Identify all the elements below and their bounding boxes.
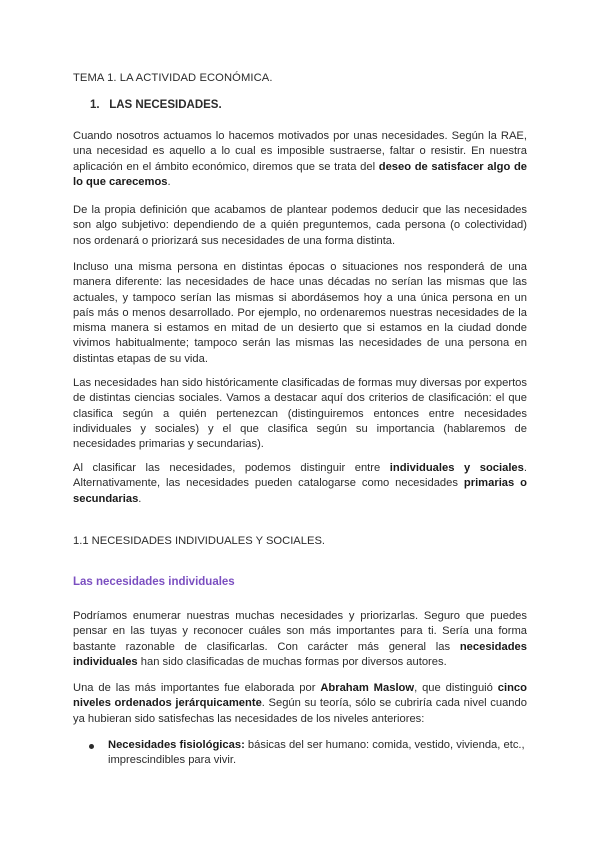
paragraph-example: Incluso una misma persona en distintas épocas o situaciones nos responderá de una manera diferente: las necesidades de hace unas décadas no serían las mismas que las actuales, y tampoco serían las mismas si abordásemos hoy a una única persona en un país más o menos desarrollado. Por ejemplo, no ordenaremos nuestras necesidades de la misma manera si estamos en mitad de un desierto que si estamos en la ciudad donde vivimos habitualmente; tampoco serán las mismas las necesidades de una persona en distintas etapas de su vida. [73,261,527,365]
paragraph-maslow [73,681,527,727]
text-run: . Alternativamente, las necesidades pueden catalogarse como necesidades [73,462,527,490]
bold-text: necesidades individuales [73,640,527,668]
text-run: Podríamos enumerar nuestras muchas necesidades y priorizarlas. Seguro que puedes pensar en las tuyas y reconocer cuáles son más importantes para ti. Sería una forma bastante razonable de clasificarlas. Con carácter más general las [73,610,527,653]
section-title: LAS NECESIDADES. [109,99,222,111]
paragraph-definition [73,129,527,190]
text-run: . Según su teoría, sólo se cubriría cada nivel cuando ya hubieran sido satisfechas las necesidades de los niveles anteriores: [73,697,527,725]
bold-text: deseo de satisfacer algo de lo que carecemos [73,160,527,188]
text-run: han sido clasificadas de muchas formas por diversos autores. [137,655,447,668]
bold-text: primarias o secundarias [73,477,527,505]
text-run: básicas del ser humano: comida, vestido, vivienda, etc., imprescindibles para vivir. [108,739,525,767]
page-title: TEMA 1. LA ACTIVIDAD ECONÓMICA. [73,72,273,84]
bullet-icon [89,744,94,749]
bold-text: Necesidades fisiológicas: [108,739,245,751]
paragraph-subjective: De la propia definición que acabamos de plantear podemos deducir que las necesidades son algo subjetivo: dependiendo de a quién preguntemos, cada persona (o colectividad) nos ordenará o priorizará sus necesidades de una forma distinta. [73,204,527,247]
text-run: Cuando nosotros actuamos lo hacemos motivados por unas necesidades. Según la RAE, una necesidad es aquello a lo cual es imposible sustraerse, faltar o resistir. En nuestra aplicación en el ámbito económico, diremos que se trata del [73,130,527,173]
bold-text: individuales y sociales [389,462,524,474]
list-item-text [108,738,529,769]
text-run: Una de las más importantes fue elaborada por [73,682,321,694]
text-run: . [167,175,171,188]
paragraph-classification: Las necesidades han sido históricamente clasificadas de formas muy diversas por expertos de distintas ciencias sociales. Vamos a destacar aquí dos criterios de clasificación: el que clasifica según a quién pertenezcan (distinguiremos entonces entre necesidades individuales y sociales) y el que clasifica según su importancia (hablaremos de necesidades primarias y secundarias). [73,377,527,451]
list-item [89,738,529,769]
section-heading-1 [90,99,544,111]
section-number: 1. [90,99,100,111]
text-run: Al clasificar las necesidades, podemos distinguir entre [73,462,390,474]
bold-text: cinco niveles ordenados jerárquicamente [73,682,527,710]
bold-text: Abraham Maslow [320,682,415,694]
subsection-heading: Las necesidades individuales [73,576,235,588]
text-run: . [138,492,142,505]
text-run: , que distinguió [414,682,498,694]
paragraph-individual [73,609,527,670]
paragraph-types [73,461,527,507]
section-heading-1-1: 1.1 NECESIDADES INDIVIDUALES Y SOCIALES. [73,535,326,547]
